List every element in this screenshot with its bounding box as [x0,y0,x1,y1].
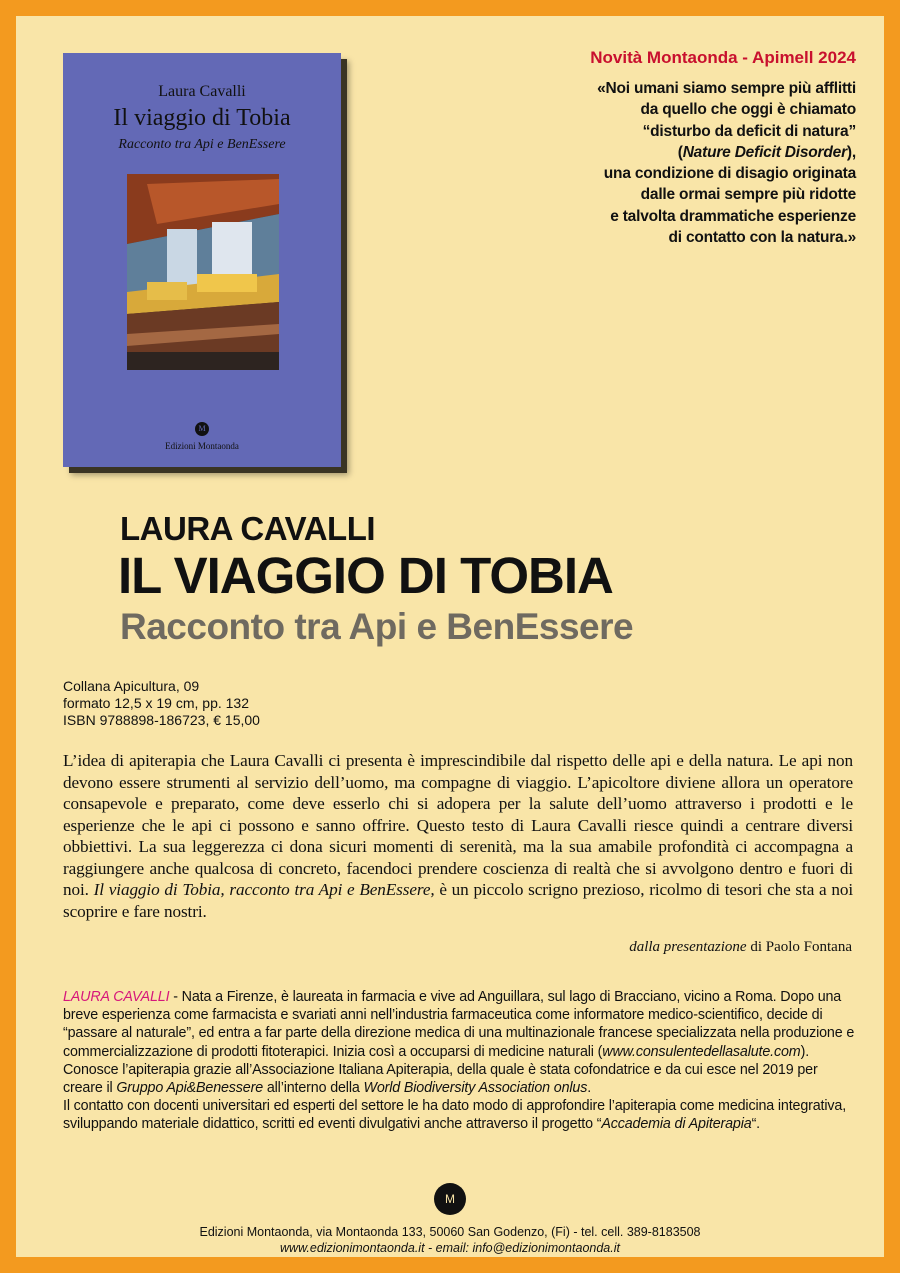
quote-line: (Nature Deficit Disorder), [677,143,856,161]
cover-publisher: Edizioni Montaonda [165,441,239,451]
cover-subtitle: Racconto tra Api e BenEssere [118,137,286,152]
quote-line: dalle ormai sempre più ridotte [640,186,856,204]
book-details [63,678,260,729]
book-quote [436,78,856,248]
bio-text: ). Conosce l’apiterapia grazie all’Associazione Italiana Apiterapia, della quale è stata cofondatrice e da cui esce nel 2019 per creare il [63,1043,818,1097]
cover-illustration [127,174,279,370]
bio-paragraph [63,988,855,1097]
quote-line: «Noi umani siamo sempre più afflitti [597,80,856,97]
presentation-part: è un piccolo scrigno prezioso, ricolmo di tesori che sta a noi scoprire e fare nostri. [63,880,853,921]
publisher-logo-icon: M [434,1183,466,1215]
presentation-book-title: Il viaggio di Tobia, racconto tra Api e BenEssere, [93,880,435,899]
quote-line: da quello che oggi è chiamato [640,101,856,119]
credit-source: dalla presentazione [629,939,747,955]
bio-group: Gruppo Api&Benessere [116,1080,264,1097]
quote-line: una condizione di disagio originata [603,165,856,183]
bio-text: Il contatto con docenti universitari ed esperti del settore le ha dato modo di approfondire l’apiterapia come medicina integrativa, sviluppando materiale didattico, scritti ed eventi divulgativi anche attraverso il progetto “ [63,1098,847,1133]
cover-publisher-logo-icon: M [195,422,209,436]
format-line: formato 12,5 x 19 cm, pp. 132 [63,695,249,711]
heading-title: IL VIAGGIO DI TOBIA [118,547,613,604]
cover-title: Il viaggio di Tobia [113,105,291,131]
heading-subtitle: Racconto tra Api e BenEssere [120,606,634,647]
bio-academy: Accademia di Apiterapia [601,1116,752,1133]
isbn-price-line: ISBN 9788898-186723, € 15,00 [63,712,260,728]
presentation-credit [629,939,852,956]
cover-author: Laura Cavalli [158,83,246,100]
book-cover [63,53,341,467]
quote-line: e talvolta drammatiche esperienze [610,207,856,225]
presentation-part: L’idea di apiterapia che Laura Cavalli ci presenta è imprescindibile dal rispetto delle api e della natura. Le api non devono essere strumenti al servizio dell’uomo, ma compagne di viaggio. L’apicoltore diviene allora un operatore consapevole e preparato, come deve esserlo chi si adopera per la salute dell’uomo attraverso i prodotti e le esperienze che le api ci possono e sanno offrire. Questo testo di Laura Cavalli riesce quindi a centrare diversi obbiettivi. La sua leggerezza ci dona sicuri momenti di serenità, ma la sua amabile profondità ci accompagna a raggiungere anche qualcosa di concreto, facendoci prendere coscienza di realtà che si avvolgono dentro e fuori di noi. [63,751,853,899]
bio-text: . [587,1080,592,1097]
bio-text: - Nata a Firenze, è laureata in farmacia e vive ad Anguillara, sul lago di Bracciano, vicino a Roma. Dopo una breve esperienza come farmacista e svariati anni nell’industria farmaceutica come informatore medico-scientifico, decide di “passare al naturale”, ed entra a far parte della direzione medica di una multinazionale francese specializzata nella produzione e commercializzazione di prodotti fitoterapici. Inizia così a occuparsi di medicine naturali ( [63,989,855,1060]
bio-association: World Biodiversity Association onlus [363,1080,588,1097]
heading-author: LAURA CAVALLI [120,510,376,547]
quote-line: di contatto con la natura.» [668,229,856,247]
publisher-contacts: www.edizionimontaonda.it - email: info@edizionimontaonda.it [280,1241,620,1255]
novelty-tag: Novità Montaonda - Apimell 2024 [590,48,856,67]
credit-author: di Paolo Fontana [746,939,852,955]
bio-url: www.consulentedellasalute.com [602,1043,801,1060]
bio-text: all’interno della [263,1080,364,1097]
bio-text: “. [751,1116,760,1133]
author-bio [63,988,855,1134]
flyer-page [16,16,884,1257]
bio-author-name: LAURA CAVALLI [63,989,170,1005]
bio-paragraph [63,1097,855,1133]
presentation-text [63,750,853,922]
publisher-address: Edizioni Montaonda, via Montaonda 133, 50060 San Godenzo, (Fi) - tel. cell. 389-8183508 [199,1225,701,1239]
quote-line: “disturbo da deficit di natura” [642,122,856,140]
series-line: Collana Apicultura, 09 [63,678,200,694]
